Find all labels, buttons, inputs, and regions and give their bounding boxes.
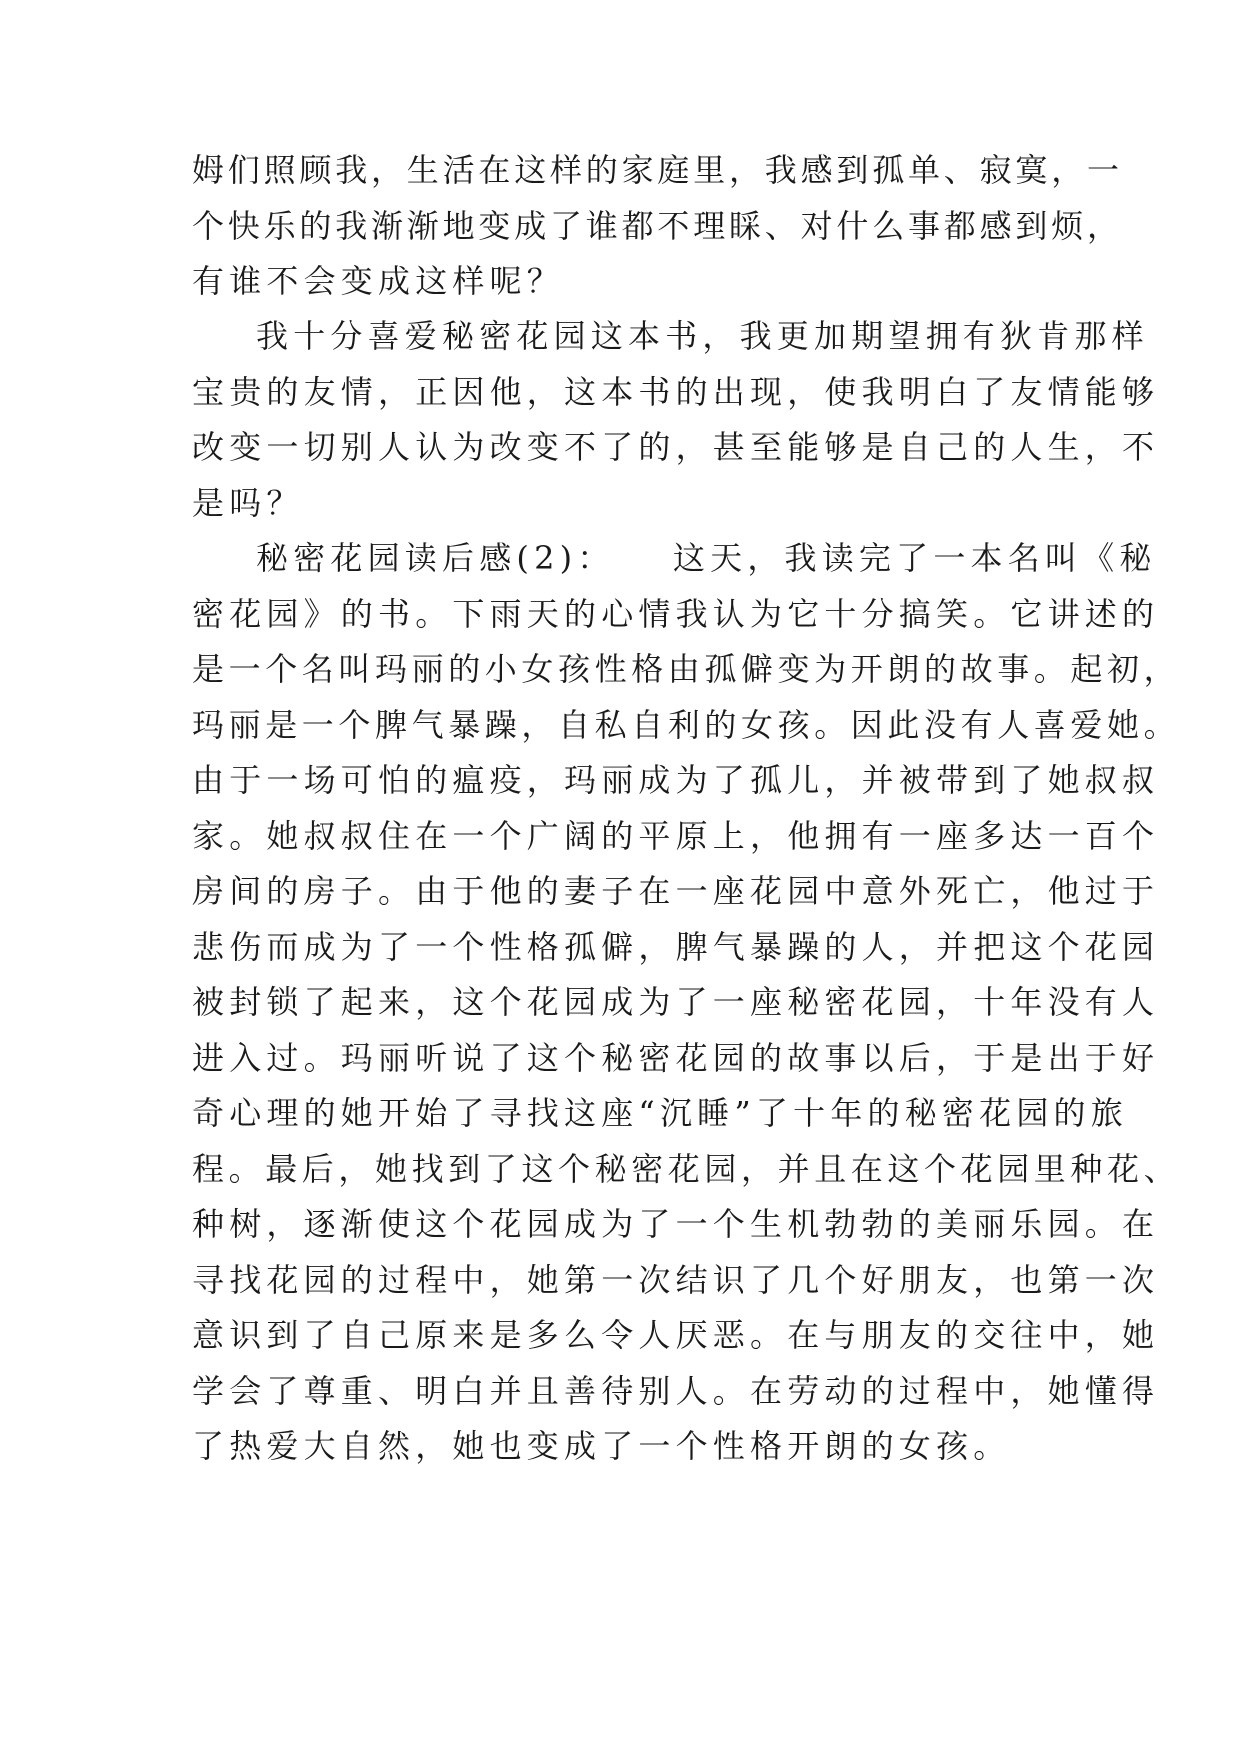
text-line: 密花园》的书。下雨天的心情我认为它十分搞笑。它讲述的 — [192, 595, 1160, 633]
text-line: 学会了尊重、明白并且善待别人。在劳动的过程中，她懂得 — [192, 1372, 1160, 1410]
text-line: 种树，逐渐使这个花园成为了一个生机勃勃的美丽乐园。在 — [192, 1205, 1160, 1243]
text-line: 被封锁了起来，这个花园成为了一座秘密花园，十年没有人 — [192, 983, 1160, 1021]
text-line: 程。最后，她找到了这个秘密花园，并且在这个花园里种花、 — [192, 1150, 1181, 1188]
text-line: 奇心理的她开始了寻找这座“沉睡”了十年的秘密花园的旅 — [192, 1094, 1128, 1132]
text-line: 个快乐的我渐渐地变成了谁都不理睬、对什么事都感到烦， — [192, 207, 1123, 245]
text-line: 房间的房子。由于他的妻子在一座花园中意外死亡，他过于 — [192, 872, 1160, 910]
text-line: 是一个名叫玛丽的小女孩性格由孤僻变为开朗的故事。起初， — [192, 650, 1181, 688]
text-line: 玛丽是一个脾气暴躁，自私自利的女孩。因此没有人喜爱她。 — [192, 706, 1181, 744]
text-line: 改变一切别人认为改变不了的，甚至能够是自己的人生，不 — [192, 428, 1160, 466]
text-line: 悲伤而成为了一个性格孤僻，脾气暴躁的人，并把这个花园 — [192, 928, 1160, 966]
text-line: 了热爱大自然，她也变成了一个性格开朗的女孩。 — [192, 1427, 1011, 1465]
text-line: 姆们照顾我，生活在这样的家庭里，我感到孤单、寂寞，一 — [192, 151, 1123, 189]
text-line: 由于一场可怕的瘟疫，玛丽成为了孤儿，并被带到了她叔叔 — [192, 761, 1160, 799]
text-line: 宝贵的友情，正因他，这本书的出现，使我明白了友情能够 — [192, 373, 1160, 411]
text-line: 进入过。玛丽听说了这个秘密花园的故事以后，于是出于好 — [192, 1039, 1160, 1077]
text-line: 意识到了自己原来是多么令人厌恶。在与朋友的交往中，她 — [192, 1316, 1160, 1354]
text-line: 是吗？ — [192, 484, 304, 522]
text-line: 我十分喜爱秘密花园这本书，我更加期望拥有狄肯那样 — [256, 317, 1149, 355]
text-line: 家。她叔叔住在一个广阔的平原上，他拥有一座多达一百个 — [192, 817, 1160, 855]
text-line: 寻找花园的过程中，她第一次结识了几个好朋友，也第一次 — [192, 1261, 1160, 1299]
text-line: 有谁不会变成这样呢？ — [192, 262, 565, 300]
text-line: 秘密花园读后感(2)： 这天，我读完了一本名叫《秘 — [256, 539, 1157, 577]
